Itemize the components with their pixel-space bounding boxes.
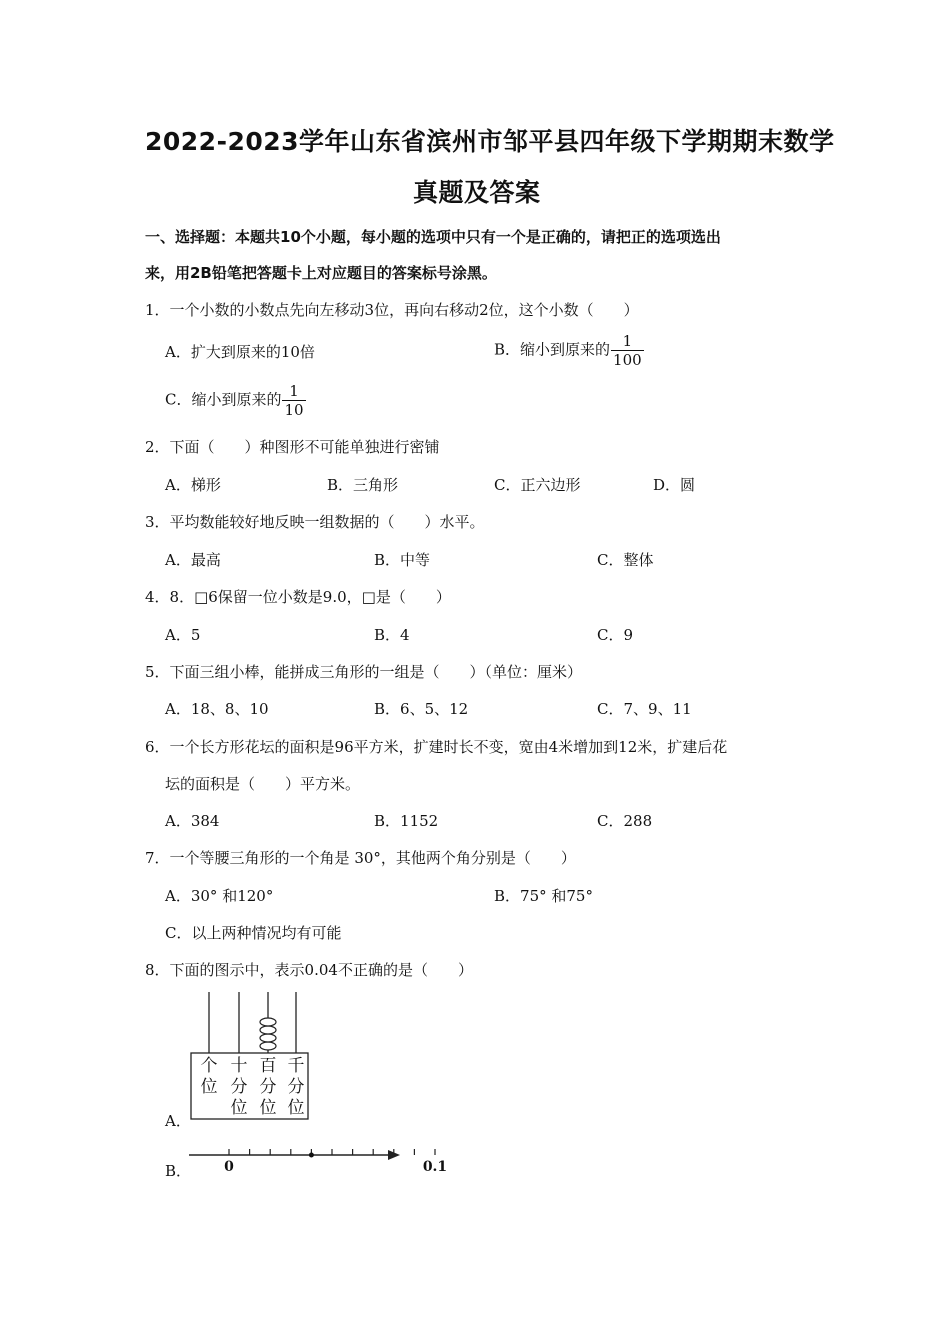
question-1-stem: 1．一个小数的小数点先向左移动3位，再向右移动2位，这个小数（ ） [145,301,639,319]
abacus-place-label: 十 [230,1056,248,1076]
abacus-bead [260,1042,276,1050]
abacus-place-label: 位 [259,1098,277,1118]
question-3-option-c: C．整体 [597,551,654,569]
abacus-bead [260,1034,276,1042]
question-6-option-c: C．288 [597,812,653,830]
abacus-place-label: 位 [200,1077,218,1097]
question-3-option-b: B．中等 [374,551,431,569]
question-5-option-b: B．6、5、12 [374,700,469,718]
question-7-stem: 7．一个等腰三角形的一个角是 30°，其他两个角分别是（ ） [145,849,576,867]
abacus-place-label: 分 [230,1077,248,1097]
question-2-stem: 2．下面（ ）种图形不可能单独进行密铺 [145,438,440,456]
abacus-place-label: 分 [259,1077,277,1097]
question-6-option-b: B．1152 [374,812,439,830]
abacus-beads [260,1018,276,1050]
option-b-prefix: B．缩小到原来的 [494,340,611,359]
number-line-label: 0.1 [422,1159,448,1175]
abacus-rods [209,992,296,1053]
question-3-stem: 3．平均数能较好地反映一组数据的（ ）水平。 [145,513,485,531]
fraction-denominator: 100 [613,351,642,369]
fraction-1-10 [282,382,305,419]
section-header-line2: 来，用2B铅笔把答题卡上对应题目的答案标号涂黑。 [145,264,497,282]
abacus-figure [185,990,320,1122]
abacus-labels [201,1056,305,1118]
abacus-place-label: 位 [287,1098,305,1118]
number-line [189,1149,447,1175]
question-4-stem: 4．8．□6保留一位小数是9.0，□是（ ） [145,588,451,606]
question-1-option-a: A．扩大到原来的10倍 [165,343,315,361]
fraction-1-100 [611,332,644,369]
fraction-numerator: 1 [622,332,633,350]
option-c-prefix: C．缩小到原来的 [165,390,282,409]
fraction-numerator: 1 [289,382,299,400]
question-7-option-a: A．30° 和120° [165,887,274,905]
number-line-label: 0 [224,1159,234,1175]
document-title-line2: 真题及答案 [413,178,541,207]
document-title-line1: 2022-2023学年山东省滨州市邹平县四年级下学期期末数学 [145,127,835,156]
question-6-stem-line1: 6．一个长方形花坛的面积是96平方米，扩建时长不变，宽由4米增加到12米，扩建后花 [145,738,728,756]
question-4-option-a: A．5 [165,626,201,644]
question-7-option-c: C．以上两种情况均有可能 [165,924,342,942]
question-8-option-a-label: A． [165,1112,191,1130]
question-2-option-a: A．梯形 [165,476,221,494]
question-3-option-a: A．最高 [165,551,221,569]
question-2-option-b: B．三角形 [327,476,399,494]
question-6-option-a: A．384 [165,812,220,830]
question-1-option-b [494,332,644,369]
question-8-stem: 8．下面的图示中，表示0.04不正确的是（ ） [145,961,473,979]
abacus-bead [260,1026,276,1034]
number-line-figure [186,1140,448,1176]
question-2-option-c: C．正六边形 [494,476,581,494]
abacus-place-label: 个 [200,1056,218,1076]
question-5-option-a: A．18、8、10 [165,700,269,718]
number-line-point [309,1153,314,1158]
question-8-option-b-label: B． [165,1162,192,1180]
question-5-stem: 5．下面三组小棒，能拼成三角形的一组是（ ）（单位：厘米） [145,663,583,681]
question-4-option-c: C．9 [597,626,634,644]
abacus-place-label: 分 [287,1077,305,1097]
section-header-line1: 一、选择题：本题共10个小题，每小题的选项中只有一个是正确的，请把正的选项选出 [145,228,721,246]
question-6-stem-line2: 坛的面积是（ ）平方米。 [165,775,361,793]
fraction-denominator: 10 [284,401,304,419]
abacus-bead [260,1018,276,1026]
abacus-place-label: 百 [259,1056,277,1076]
question-4-option-b: B．4 [374,626,410,644]
question-1-option-c [165,382,306,419]
abacus-place-label: 位 [230,1098,248,1118]
abacus-place-label: 千 [287,1056,305,1076]
question-7-option-b: B．75° 和75° [494,887,593,905]
question-5-option-c: C．7、9、11 [597,700,692,718]
question-2-option-d: D．圆 [653,476,696,494]
